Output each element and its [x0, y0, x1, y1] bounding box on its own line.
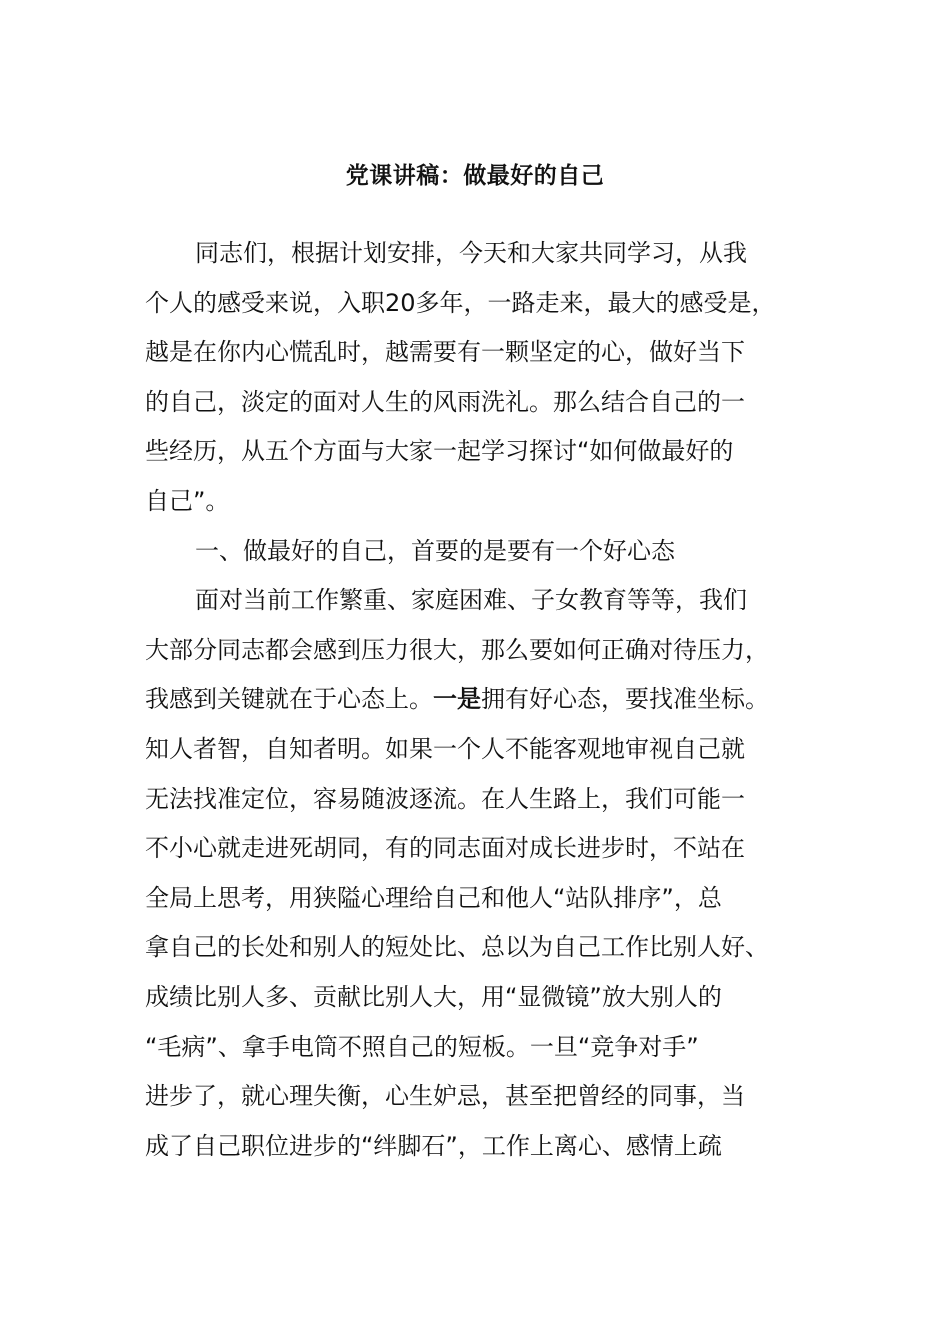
paragraph-line: 成了自己职位进步的“绊脚石”，工作上离心、感情上疏 [145, 1131, 722, 1160]
bold-emphasis: 一是 [433, 685, 481, 714]
paragraph-line: 知人者智，自知者明。如果一个人不能客观地审视自己就 [145, 734, 745, 763]
paragraph-line: 大部分同志都会感到压力很大，那么要如何正确对待压力， [145, 635, 769, 664]
paragraph-line: 不小心就走进死胡同，有的同志面对成长进步时，不站在 [145, 834, 745, 863]
document-title: 党课讲稿：做最好的自己 [345, 163, 605, 189]
paragraph-line: “毛病”、拿手电筒不照自己的短板。一旦“竞争对手” [145, 1032, 699, 1061]
paragraph-line [145, 675, 805, 725]
paragraph-line: 越是在你内心慌乱时，越需要有一颗坚定的心，做好当下 [145, 338, 745, 367]
paragraph-line: 成绩比别人多、贡献比别人大，用“显微镜”放大别人的 [145, 982, 722, 1011]
paragraph-line: 个人的感受来说，入职20多年，一路走来，最大的感受是， [145, 288, 776, 317]
paragraph-segment: 我感到关键就在于心态上。 [145, 685, 433, 714]
section-heading: 一、做最好的自己，首要的是要有一个好心态 [195, 536, 675, 565]
paragraph-line: 自己”。 [145, 486, 230, 515]
paragraph-line: 面对当前工作繁重、家庭困难、子女教育等等，我们 [195, 586, 747, 615]
document-body [145, 229, 805, 1171]
paragraph-line: 拿自己的长处和别人的短处比、总以为自己工作比别人好、 [145, 933, 769, 962]
paragraph-segment: 拥有好心态，要找准坐标。 [481, 685, 769, 714]
paragraph-line: 无法找准定位，容易随波逐流。在人生路上，我们可能一 [145, 784, 745, 813]
paragraph-line: 同志们，根据计划安排，今天和大家共同学习，从我 [195, 239, 747, 267]
paragraph-line: 的自己，淡定的面对人生的风雨洗礼。那么结合自己的一 [145, 387, 745, 416]
paragraph-line: 些经历，从五个方面与大家一起学习探讨“如何做最好的 [145, 437, 734, 466]
paragraph-line: 进步了，就心理失衡，心生妒忌，甚至把曾经的同事，当 [145, 1082, 745, 1111]
paragraph-line: 全局上思考，用狭隘心理给自己和他人“站队排序”，总 [145, 883, 722, 912]
